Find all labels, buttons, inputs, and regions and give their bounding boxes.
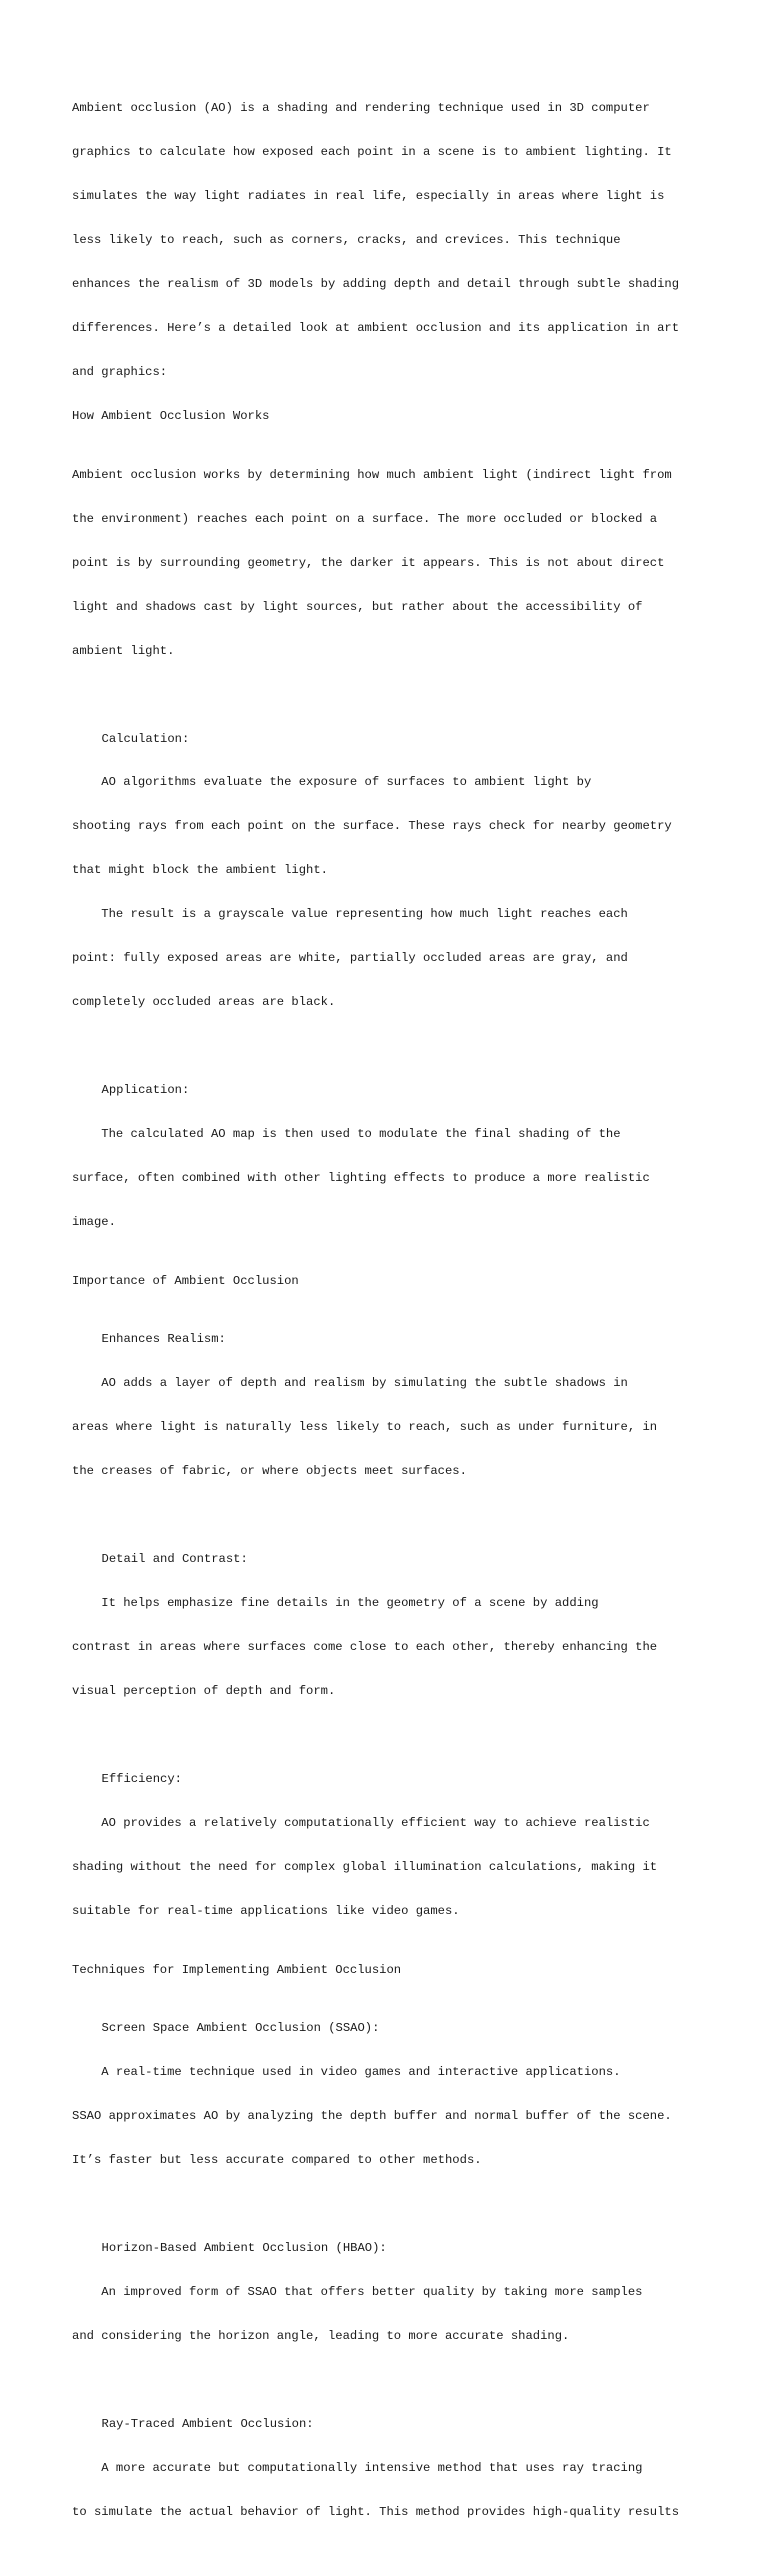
text-line: It’s faster but less accurate compared to other methods. [72, 2153, 482, 2168]
document-page [72, 72, 708, 2549]
text-line: point: fully exposed areas are white, partially occluded areas are gray, and [72, 951, 628, 966]
list-item-label: Horizon-Based Ambient Occlusion (HBAO): [101, 2240, 387, 2255]
text-line: visual perception of depth and form. [72, 1684, 336, 1699]
text-line: the environment) reaches each point on a surface. The more occluded or blocked a [72, 511, 658, 526]
text-line: graphics to calculate how exposed each point in a scene is to ambient lighting. It [72, 145, 672, 160]
list-item-label: Screen Space Ambient Occlusion (SSAO): [101, 2021, 380, 2036]
text-line: The result is a grayscale value representing how much light reaches each [72, 907, 628, 922]
list-item-label: Detail and Contrast: [101, 1552, 248, 1567]
list-item-label: Ray-Traced Ambient Occlusion: [101, 2416, 314, 2431]
text-line: A real-time technique used in video games and interactive applications. [72, 2065, 621, 2080]
text-line: surface, often combined with other lighting effects to produce a more realistic [72, 1171, 650, 1186]
list-item [72, 2212, 708, 2373]
text-line: and graphics: [72, 365, 168, 380]
intro-paragraph [72, 72, 708, 409]
section-heading: Techniques for Implementing Ambient Occlusion [72, 1962, 402, 1977]
text-line: enhances the realism of 3D models by adding depth and detail through subtle shading [72, 277, 680, 292]
text-line: point is by surrounding geometry, the darker it appears. This is not about direct [72, 555, 665, 570]
text-line: areas where light is naturally less likely to reach, such as under furniture, in [72, 1420, 658, 1435]
text-line: contrast in areas where surfaces come close to each other, thereby enhancing the [72, 1640, 658, 1655]
text-line: less likely to reach, such as corners, cracks, and crevices. This technique [72, 233, 621, 248]
text-line: ambient light. [72, 643, 175, 658]
text-line: SSAO approximates AO by analyzing the depth buffer and normal buffer of the scene. [72, 2109, 672, 2124]
list-item-label: Efficiency: [101, 1772, 182, 1787]
text-line: to simulate the actual behavior of light. This method provides high-quality results [72, 2504, 680, 2519]
list-item [72, 1992, 708, 2197]
text-line: Ambient occlusion (AO) is a shading and rendering technique used in 3D computer [72, 101, 650, 116]
text-line: AO provides a relatively computationally efficient way to achieve realistic [72, 1815, 650, 1830]
text-line: Ambient occlusion works by determining how much ambient light (indirect light from [72, 467, 672, 482]
list-item-label: Enhances Realism: [101, 1332, 226, 1347]
text-line: A more accurate but computationally intensive method that uses ray tracing [72, 2460, 643, 2475]
text-line: suitable for real-time applications like video games. [72, 1903, 460, 1918]
text-line: The calculated AO map is then used to modulate the final shading of the [72, 1127, 621, 1142]
list-item-label: Calculation: [101, 731, 190, 746]
list-item [72, 702, 708, 1039]
text-line: An improved form of SSAO that offers better quality by taking more samples [72, 2284, 643, 2299]
text-line: shooting rays from each point on the surface. These rays check for nearby geometry [72, 819, 672, 834]
list-item [72, 1303, 708, 1508]
list-item [72, 1054, 708, 1259]
text-line: shading without the need for complex global illumination calculations, making it [72, 1859, 658, 1874]
text-line: AO algorithms evaluate the exposure of surfaces to ambient light by [72, 775, 592, 790]
list-item [72, 2388, 708, 2549]
text-line: differences. Here’s a detailed look at ambient occlusion and its application in art [72, 321, 680, 336]
text-line: completely occluded areas are black. [72, 995, 336, 1010]
text-line: and considering the horizon angle, leading to more accurate shading. [72, 2328, 570, 2343]
text-line: light and shadows cast by light sources, but rather about the accessibility of [72, 599, 643, 614]
text-line: the creases of fabric, or where objects meet surfaces. [72, 1464, 467, 1479]
text-line: image. [72, 1215, 116, 1230]
list-item-label: Application: [101, 1083, 190, 1098]
list-item [72, 1523, 708, 1728]
text-line: AO adds a layer of depth and realism by simulating the subtle shadows in [72, 1376, 628, 1391]
text-line: It helps emphasize fine details in the geometry of a scene by adding [72, 1596, 599, 1611]
list-item [72, 1743, 708, 1948]
section-heading: Importance of Ambient Occlusion [72, 1273, 299, 1288]
text-line: that might block the ambient light. [72, 863, 328, 878]
section-heading: How Ambient Occlusion Works [72, 409, 270, 424]
text-line: simulates the way light radiates in real life, especially in areas where light is [72, 189, 665, 204]
section1-paragraph [72, 438, 708, 687]
